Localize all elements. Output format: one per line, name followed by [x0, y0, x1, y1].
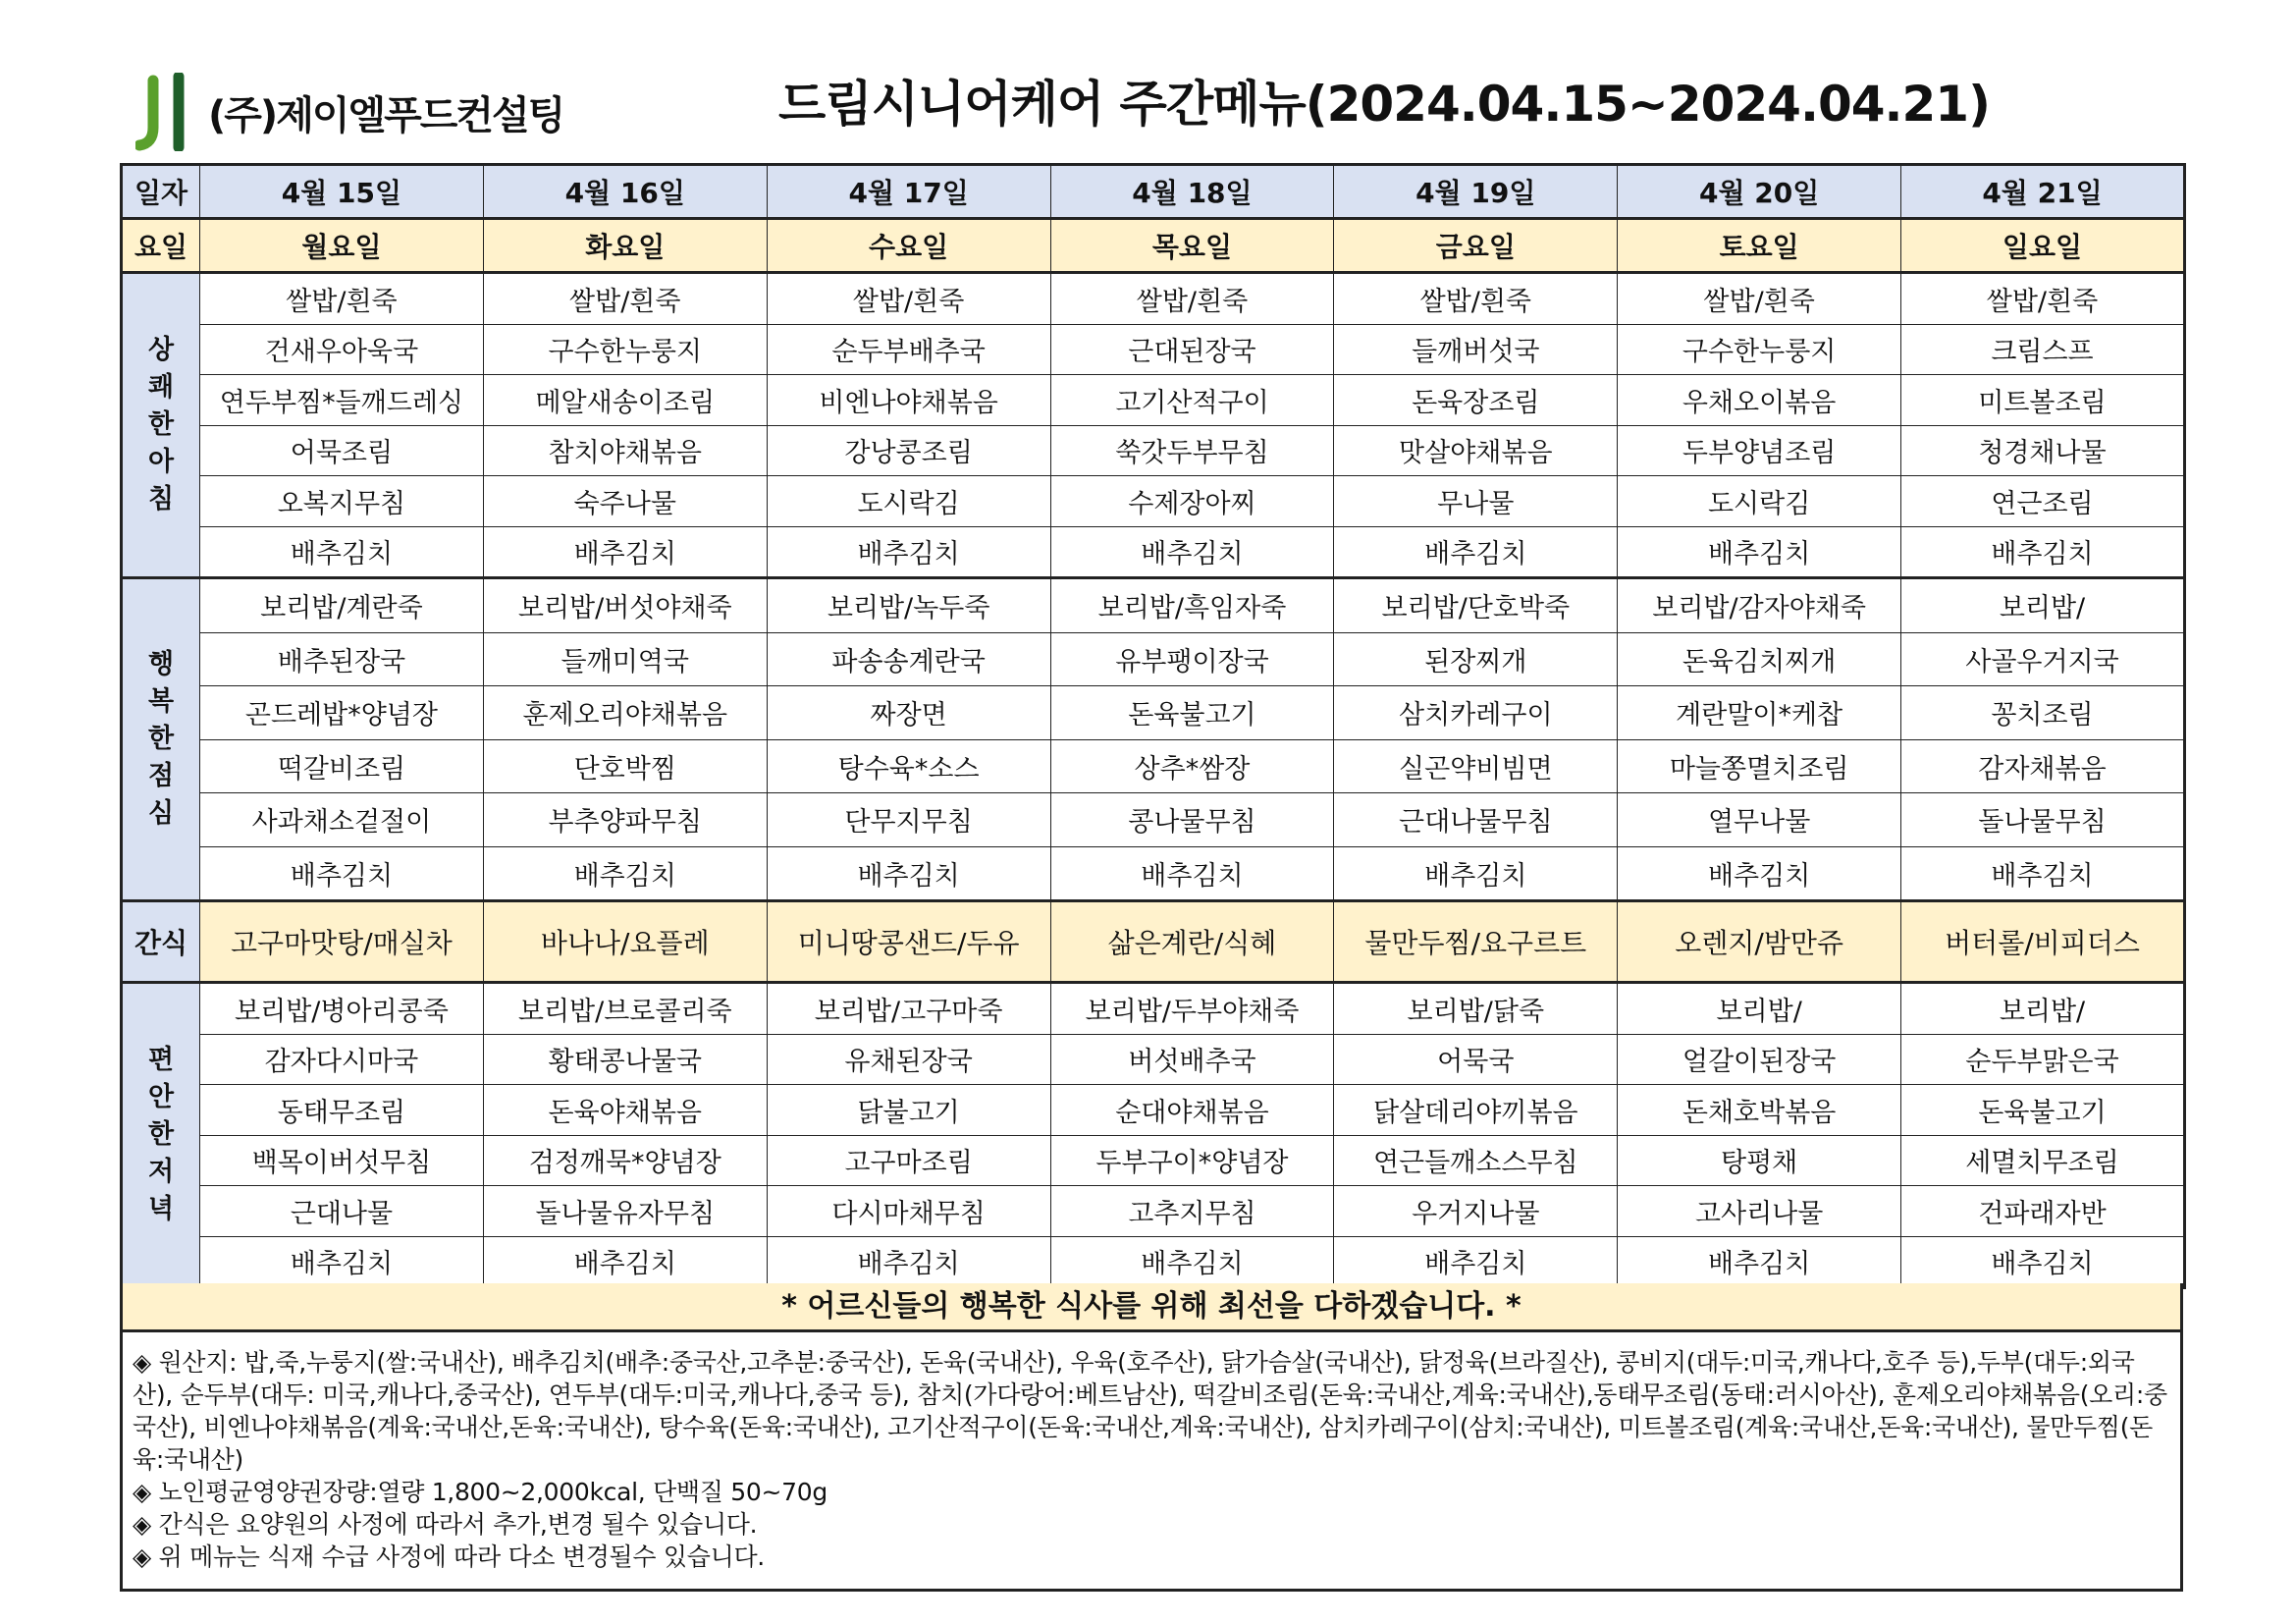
- date-row: [122, 165, 2185, 219]
- date-cell: 4월 20일: [1618, 165, 1901, 219]
- breakfast-item: 쌀밥/흰죽: [1050, 273, 1334, 325]
- weekday-cell: 일요일: [1901, 219, 2185, 273]
- lunch-item: 실곤약비빔면: [1334, 739, 1618, 793]
- lunch-item: 배추김치: [483, 846, 767, 901]
- breakfast-item: 순두부배추국: [767, 324, 1050, 375]
- dinner-item: 돈육불고기: [1901, 1085, 2185, 1136]
- lunch-item: 보리밥/녹두죽: [767, 578, 1050, 633]
- lunch-row: [122, 739, 2185, 793]
- lunch-item: 콩나물무침: [1050, 793, 1334, 847]
- snack-item: 오렌지/밤만쥬: [1618, 901, 1901, 983]
- breakfast-label-char: 한: [147, 409, 175, 440]
- breakfast-item: 비엔나야채볶음: [767, 375, 1050, 426]
- weekday-cell: 목요일: [1050, 219, 1334, 273]
- lunch-label-char: 점: [147, 761, 175, 791]
- dinner-item: 감자다시마국: [200, 1034, 484, 1085]
- breakfast-item: 메알새송이조림: [483, 375, 767, 426]
- dinner-item: 탕평채: [1618, 1135, 1901, 1186]
- dinner-item: 보리밥/병아리콩죽: [200, 983, 484, 1035]
- breakfast-item: 들깨버섯국: [1334, 324, 1618, 375]
- breakfast-item: 우채오이볶음: [1618, 375, 1901, 426]
- lunch-label: [122, 578, 200, 901]
- dinner-item: 배추김치: [1334, 1236, 1618, 1288]
- dinner-item: 다시마채무침: [767, 1186, 1050, 1237]
- menu-table: [120, 163, 2186, 1289]
- breakfast-item: 맛살야채볶음: [1334, 425, 1618, 476]
- dinner-item: 버섯배추국: [1050, 1034, 1334, 1085]
- breakfast-item: 쑥갓두부무침: [1050, 425, 1334, 476]
- lunch-item: 배추김치: [1901, 846, 2185, 901]
- breakfast-label-char: 상: [147, 335, 175, 365]
- dinner-label-char: 편: [147, 1045, 175, 1075]
- lunch-item: 보리밥/감자야채죽: [1618, 578, 1901, 633]
- dinner-label: [122, 983, 200, 1288]
- breakfast-item: 근대된장국: [1050, 324, 1334, 375]
- lunch-item: 사과채소겉절이: [200, 793, 484, 847]
- dinner-item: 고사리나물: [1618, 1186, 1901, 1237]
- lunch-item: 배추김치: [1618, 846, 1901, 901]
- date-cell: 4월 21일: [1901, 165, 2185, 219]
- breakfast-item: 도시락김: [767, 476, 1050, 527]
- breakfast-item: 쌀밥/흰죽: [200, 273, 484, 325]
- company-logo: [135, 73, 563, 151]
- lunch-item: 탕수육*소스: [767, 739, 1050, 793]
- breakfast-item: 오복지무침: [200, 476, 484, 527]
- note-origin: ◈ 원산지: 밥,죽,누룽지(쌀:국내산), 배추김치(배추:중국산,고추분:중국산), 돈육(국내산), 우육(호주산), 닭가슴살(국내산), 닭정육(브라질산), 콩비지(대두:미국,캐나다,호주 등),두부(대두:외국산), 순두부(대두: 미국,캐나다,중국산), 연두부(대두:미국,캐나다,중국 등), 참치(가다랑어:베트남산), 떡갈비조림(돈육:국내산,계육:국내산),동태무조림(동태:러시아산), 훈제오리야채볶음(오리:중국산), 비엔나야채볶음(계육:국내산,돈육:국내산), 탕수육(돈육:국내산), 고기산적구이(돈육:국내산,계육:국내산), 삼치카레구이(삼치:국내산), 미트볼조림(계육:국내산,돈육:국내산), 물만두찜(돈육:국내산): [133, 1348, 2167, 1474]
- breakfast-item: 쌀밥/흰죽: [1334, 273, 1618, 325]
- dinner-label-char: 녁: [147, 1194, 175, 1224]
- dinner-label-char: 한: [147, 1119, 175, 1150]
- dinner-item: 돈육야채볶음: [483, 1085, 767, 1136]
- breakfast-row: [122, 324, 2185, 375]
- lunch-item: 된장찌개: [1334, 632, 1618, 686]
- breakfast-label-char: 아: [147, 447, 175, 477]
- snack-label: 간식: [122, 901, 200, 983]
- breakfast-item: 연두부찜*들깨드레싱: [200, 375, 484, 426]
- breakfast-row: [122, 273, 2185, 325]
- lunch-item: 마늘쫑멸치조림: [1618, 739, 1901, 793]
- dinner-item: 닭불고기: [767, 1085, 1050, 1136]
- dinner-item: 유채된장국: [767, 1034, 1050, 1085]
- snack-item: 미니땅콩샌드/두유: [767, 901, 1050, 983]
- dinner-item: 어묵국: [1334, 1034, 1618, 1085]
- lunch-item: 배추김치: [1050, 846, 1334, 901]
- breakfast-item: 배추김치: [1618, 526, 1901, 578]
- dinner-row: [122, 1236, 2185, 1288]
- date-cell: 4월 15일: [200, 165, 484, 219]
- breakfast-item: 고기산적구이: [1050, 375, 1334, 426]
- breakfast-item: 배추김치: [483, 526, 767, 578]
- breakfast-row: [122, 375, 2185, 426]
- company-logo-icon: [135, 73, 198, 151]
- date-cell: 4월 18일: [1050, 165, 1334, 219]
- dinner-item: 우거지나물: [1334, 1186, 1618, 1237]
- snack-item: 버터롤/비피더스: [1901, 901, 2185, 983]
- breakfast-item: 구수한누룽지: [1618, 324, 1901, 375]
- weekday-cell: 금요일: [1334, 219, 1618, 273]
- breakfast-item: 어묵조림: [200, 425, 484, 476]
- lunch-row: [122, 846, 2185, 901]
- breakfast-item: 무나물: [1334, 476, 1618, 527]
- lunch-item: 배추김치: [767, 846, 1050, 901]
- weekday-cell: 토요일: [1618, 219, 1901, 273]
- dinner-label-char: 저: [147, 1157, 175, 1187]
- breakfast-item: 쌀밥/흰죽: [767, 273, 1050, 325]
- breakfast-item: 쌀밥/흰죽: [483, 273, 767, 325]
- note-change: ◈ 위 메뉴는 식재 수급 사정에 따라 다소 변경될수 있습니다.: [133, 1543, 765, 1571]
- lunch-item: 계란말이*케찹: [1618, 686, 1901, 740]
- breakfast-row: [122, 425, 2185, 476]
- lunch-row: [122, 793, 2185, 847]
- notes-box: [120, 1332, 2183, 1592]
- dinner-item: 검정깨묵*양념장: [483, 1135, 767, 1186]
- weekday-cell: 화요일: [483, 219, 767, 273]
- lunch-item: 배추김치: [1334, 846, 1618, 901]
- snack-row: [122, 901, 2185, 983]
- dinner-item: 배추김치: [200, 1236, 484, 1288]
- breakfast-item: 배추김치: [1901, 526, 2185, 578]
- weekday-cell: 월요일: [200, 219, 484, 273]
- breakfast-item: 배추김치: [767, 526, 1050, 578]
- dinner-item: 연근들깨소스무침: [1334, 1135, 1618, 1186]
- dinner-item: 보리밥/: [1618, 983, 1901, 1035]
- lunch-item: 부추양파무침: [483, 793, 767, 847]
- breakfast-item: 청경채나물: [1901, 425, 2185, 476]
- dinner-row: [122, 1135, 2185, 1186]
- dinner-row: [122, 1034, 2185, 1085]
- lunch-label-char: 한: [147, 724, 175, 754]
- dinner-item: 황태콩나물국: [483, 1034, 767, 1085]
- lunch-row: [122, 632, 2185, 686]
- dinner-item: 보리밥/닭죽: [1334, 983, 1618, 1035]
- lunch-item: 보리밥/버섯야채죽: [483, 578, 767, 633]
- dinner-item: 고추지무침: [1050, 1186, 1334, 1237]
- dinner-item: 동태무조림: [200, 1085, 484, 1136]
- company-name: (주)제이엘푸드컨설팅: [208, 92, 564, 138]
- breakfast-item: 미트볼조림: [1901, 375, 2185, 426]
- dinner-item: 배추김치: [1901, 1236, 2185, 1288]
- date-row-label: 일자: [122, 165, 200, 219]
- dinner-item: 백목이버섯무침: [200, 1135, 484, 1186]
- snack-item: 삶은계란/식혜: [1050, 901, 1334, 983]
- weekday-cell: 수요일: [767, 219, 1050, 273]
- dinner-item: 보리밥/고구마죽: [767, 983, 1050, 1035]
- breakfast-item: 배추김치: [1334, 526, 1618, 578]
- dinner-item: 세멸치무조림: [1901, 1135, 2185, 1186]
- breakfast-item: 수제장아찌: [1050, 476, 1334, 527]
- lunch-item: 보리밥/계란죽: [200, 578, 484, 633]
- lunch-item: 떡갈비조림: [200, 739, 484, 793]
- breakfast-item: 구수한누룽지: [483, 324, 767, 375]
- breakfast-item: 쌀밥/흰죽: [1901, 273, 2185, 325]
- breakfast-item: 도시락김: [1618, 476, 1901, 527]
- footer-banner: * 어르신들의 행복한 식사를 위해 최선을 다하겠습니다. *: [120, 1283, 2183, 1332]
- breakfast-item: 건새우아욱국: [200, 324, 484, 375]
- lunch-label-char: 복: [147, 686, 175, 717]
- lunch-item: 들깨미역국: [483, 632, 767, 686]
- breakfast-item: 배추김치: [200, 526, 484, 578]
- breakfast-label-char: 침: [147, 484, 175, 514]
- dinner-item: 근대나물: [200, 1186, 484, 1237]
- lunch-item: 파송송계란국: [767, 632, 1050, 686]
- dinner-item: 건파래자반: [1901, 1186, 2185, 1237]
- date-cell: 4월 19일: [1334, 165, 1618, 219]
- breakfast-row: [122, 476, 2185, 527]
- dinner-item: 두부구이*양념장: [1050, 1135, 1334, 1186]
- lunch-item: 근대나물무침: [1334, 793, 1618, 847]
- lunch-item: 짜장면: [767, 686, 1050, 740]
- dinner-item: 닭살데리야끼볶음: [1334, 1085, 1618, 1136]
- breakfast-label: [122, 273, 200, 578]
- breakfast-item: 연근조림: [1901, 476, 2185, 527]
- lunch-item: 단호박찜: [483, 739, 767, 793]
- breakfast-item: 두부양념조림: [1618, 425, 1901, 476]
- dinner-item: 배추김치: [767, 1236, 1050, 1288]
- weekly-menu: [120, 163, 2183, 1289]
- dinner-item: 돈채호박볶음: [1618, 1085, 1901, 1136]
- breakfast-item: 강낭콩조림: [767, 425, 1050, 476]
- lunch-item: 돌나물무침: [1901, 793, 2185, 847]
- dinner-item: 보리밥/두부야채죽: [1050, 983, 1334, 1035]
- breakfast-row: [122, 526, 2185, 578]
- lunch-item: 열무나물: [1618, 793, 1901, 847]
- lunch-item: 배추김치: [200, 846, 484, 901]
- breakfast-label-char: 쾌: [147, 372, 175, 403]
- date-cell: 4월 16일: [483, 165, 767, 219]
- dinner-item: 보리밥/: [1901, 983, 2185, 1035]
- lunch-item: 곤드레밥*양념장: [200, 686, 484, 740]
- lunch-item: 보리밥/단호박죽: [1334, 578, 1618, 633]
- lunch-row: [122, 686, 2185, 740]
- lunch-item: 돈육불고기: [1050, 686, 1334, 740]
- page-title: 드림시니어케어 주간메뉴(2024.04.15~2024.04.21): [778, 76, 1990, 133]
- breakfast-item: 쌀밥/흰죽: [1618, 273, 1901, 325]
- lunch-item: 상추*쌈장: [1050, 739, 1334, 793]
- dinner-item: 순대야채볶음: [1050, 1085, 1334, 1136]
- lunch-item: 삼치카레구이: [1334, 686, 1618, 740]
- snack-item: 물만두찜/요구르트: [1334, 901, 1618, 983]
- weekday-row: [122, 219, 2185, 273]
- lunch-item: 훈제오리야채볶음: [483, 686, 767, 740]
- lunch-label-char: 행: [147, 649, 175, 679]
- breakfast-item: 숙주나물: [483, 476, 767, 527]
- lunch-item: 보리밥/흑임자죽: [1050, 578, 1334, 633]
- lunch-item: 감자채볶음: [1901, 739, 2185, 793]
- dinner-item: 배추김치: [1618, 1236, 1901, 1288]
- snack-item: 고구마맛탕/매실차: [200, 901, 484, 983]
- lunch-item: 유부팽이장국: [1050, 632, 1334, 686]
- dinner-label-char: 안: [147, 1082, 175, 1112]
- dinner-row: [122, 1186, 2185, 1237]
- weekday-row-label: 요일: [122, 219, 200, 273]
- note-nutrition: ◈ 노인평균영양권장량:열량 1,800~2,000kcal, 단백질 50~70g: [133, 1478, 828, 1506]
- lunch-row: [122, 578, 2185, 633]
- dinner-item: 돌나물유자무침: [483, 1186, 767, 1237]
- dinner-item: 보리밥/브로콜리죽: [483, 983, 767, 1035]
- note-snack: ◈ 간식은 요양원의 사정에 따라서 추가,변경 될수 있습니다.: [133, 1510, 758, 1539]
- lunch-label-char: 심: [147, 798, 175, 829]
- lunch-item: 배추된장국: [200, 632, 484, 686]
- date-cell: 4월 17일: [767, 165, 1050, 219]
- dinner-row: [122, 983, 2185, 1035]
- dinner-item: 고구마조림: [767, 1135, 1050, 1186]
- lunch-item: 단무지무침: [767, 793, 1050, 847]
- dinner-row: [122, 1085, 2185, 1136]
- breakfast-item: 돈육장조림: [1334, 375, 1618, 426]
- dinner-item: 순두부맑은국: [1901, 1034, 2185, 1085]
- lunch-item: 보리밥/: [1901, 578, 2185, 633]
- dinner-item: 얼갈이된장국: [1618, 1034, 1901, 1085]
- dinner-item: 배추김치: [483, 1236, 767, 1288]
- snack-item: 바나나/요플레: [483, 901, 767, 983]
- breakfast-item: 참치야채볶음: [483, 425, 767, 476]
- breakfast-item: 크림스프: [1901, 324, 2185, 375]
- breakfast-item: 배추김치: [1050, 526, 1334, 578]
- dinner-item: 배추김치: [1050, 1236, 1334, 1288]
- lunch-item: 돈육김치찌개: [1618, 632, 1901, 686]
- lunch-item: 꽁치조림: [1901, 686, 2185, 740]
- lunch-item: 사골우거지국: [1901, 632, 2185, 686]
